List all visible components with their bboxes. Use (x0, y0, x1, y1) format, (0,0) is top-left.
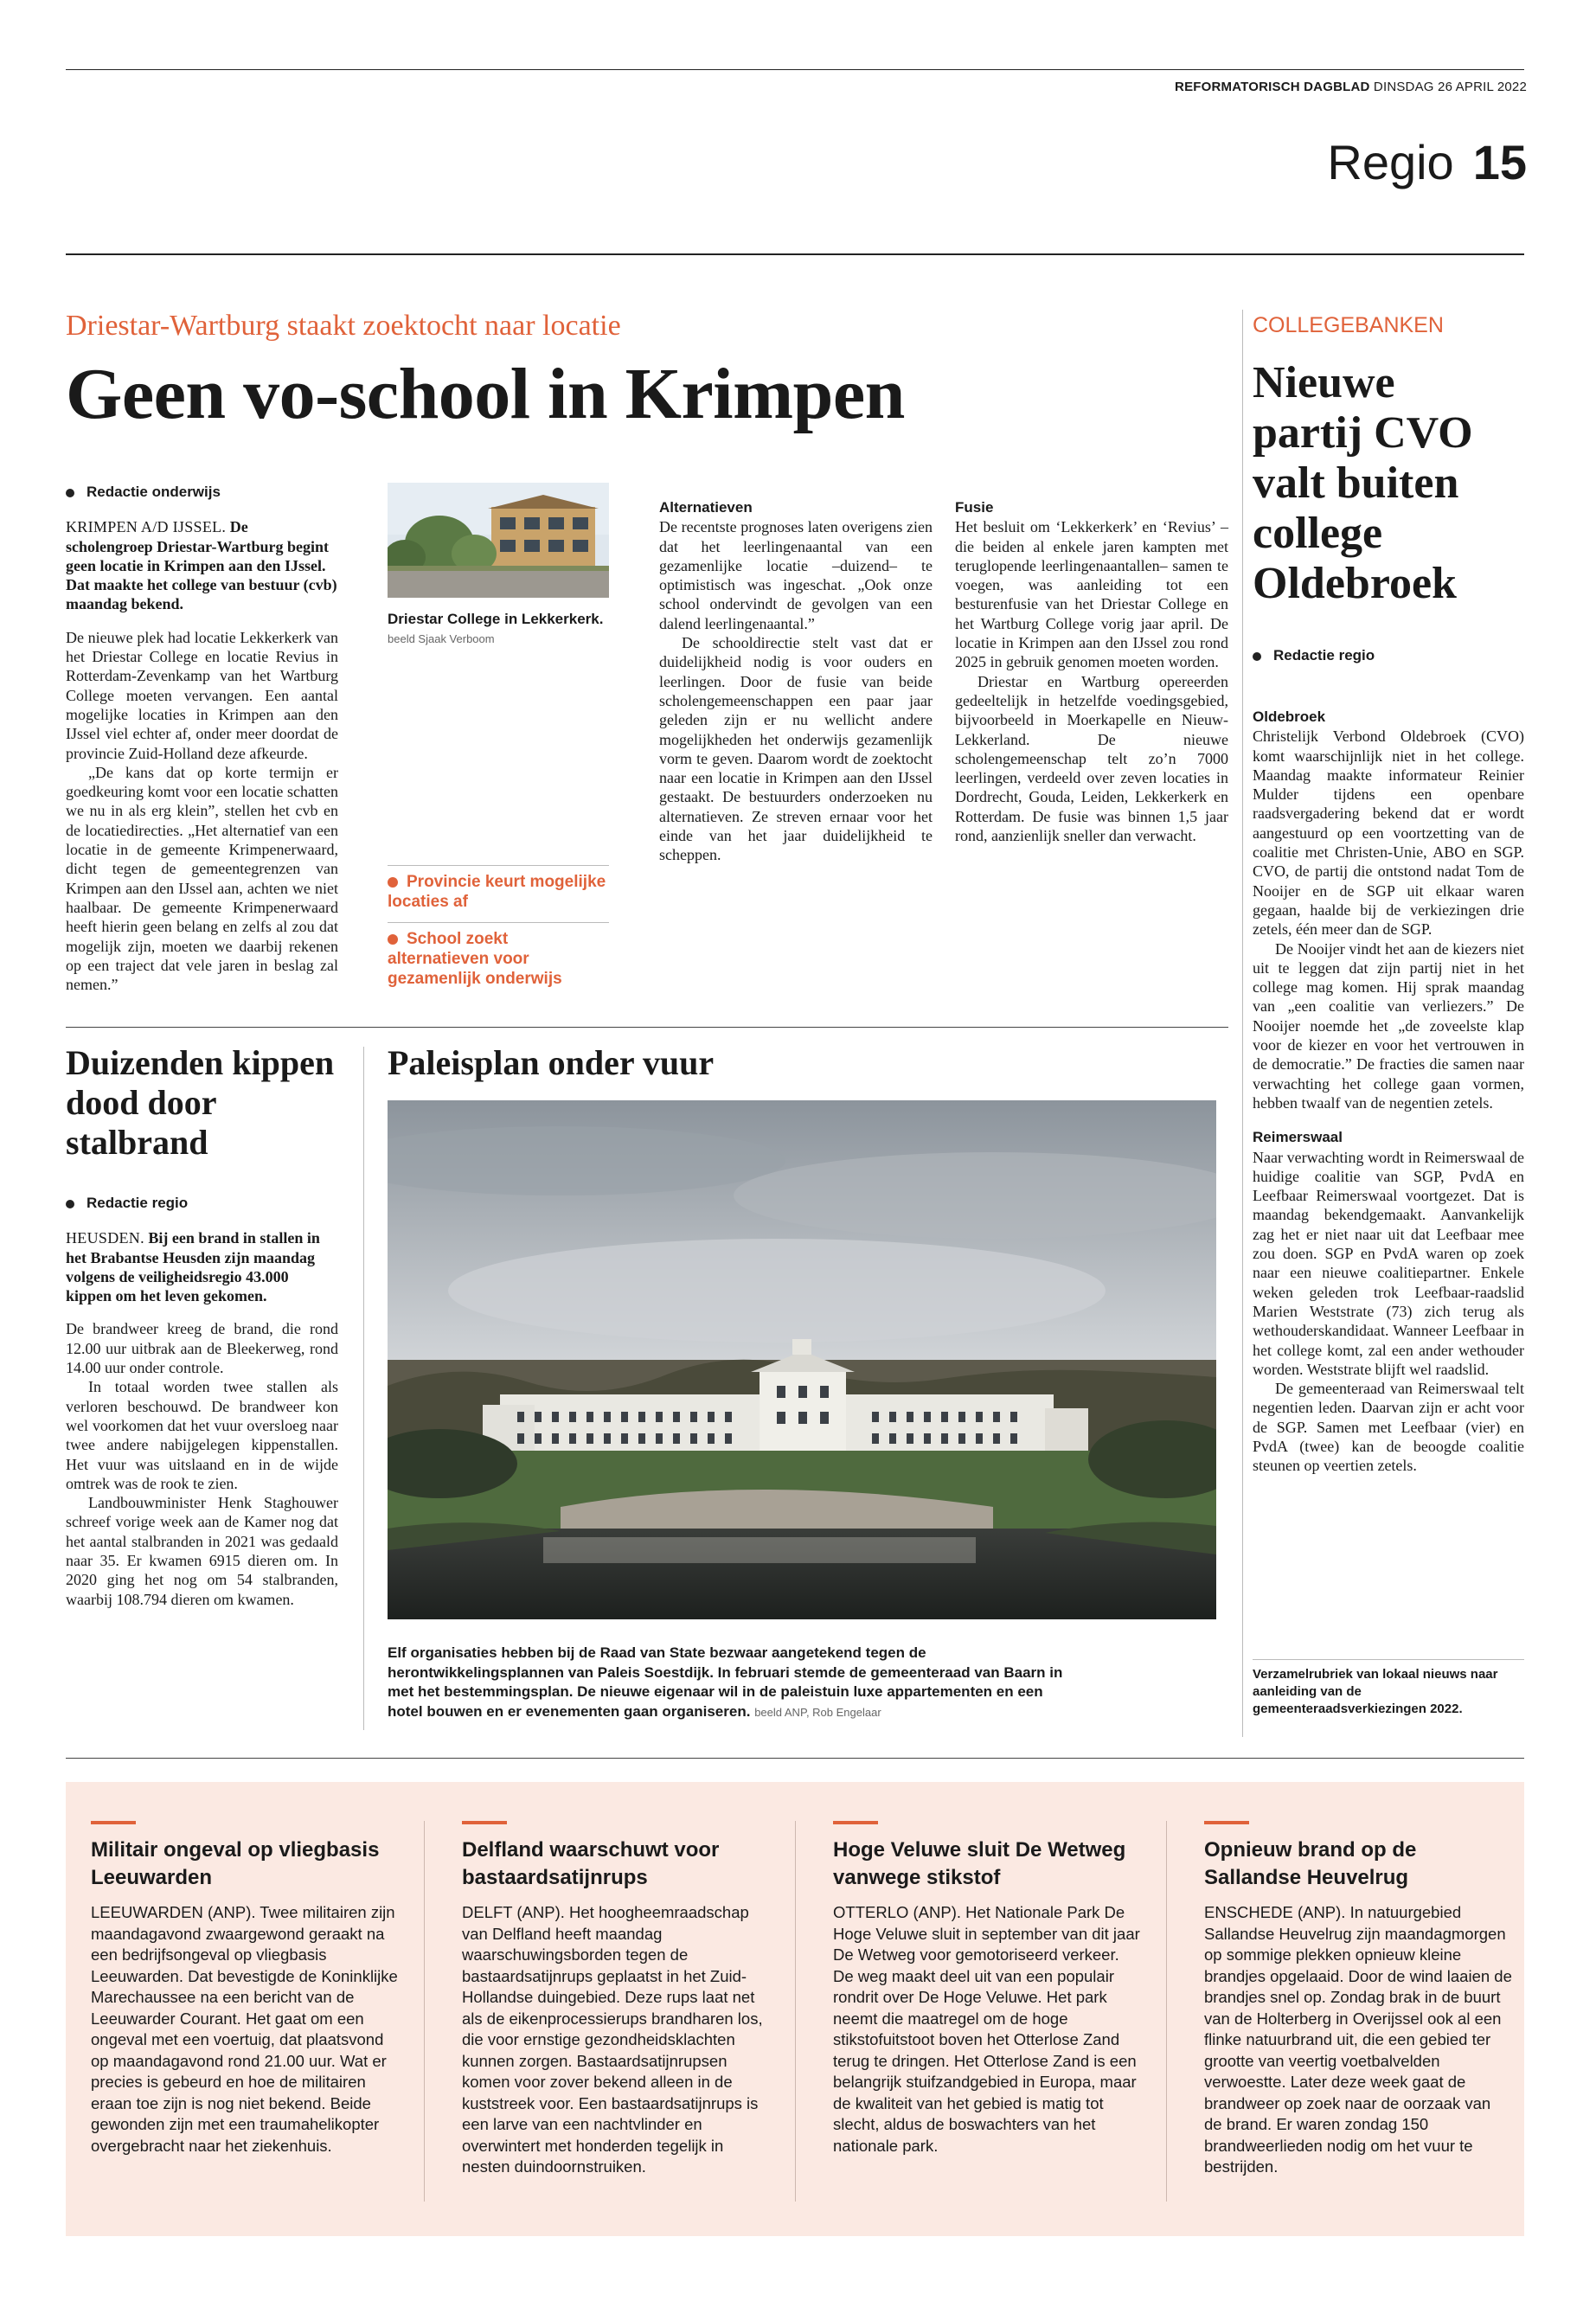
brief-2-title: Delfland waarschuwt voor bastaardsatijnrups (462, 1838, 720, 1889)
palace-headline: Paleisplan onder vuur (388, 1043, 715, 1082)
related-link-2-text: School zoekt alternatieven voor gezamenlijk onderwijs (388, 930, 562, 988)
brief-4-title: Opnieuw brand op de Sallandse Heuvelrug (1204, 1838, 1417, 1889)
lead-column-4 (955, 483, 1228, 845)
lead-p3: De recentste prognoses laten overigens zien dat het leerlingenaantal van een gezamenlijke locatie –duizend– te optimistisch was ingeschat. „Ook onze school ondervindt de gevolgen van een dalend leerlingenaantal.” (659, 518, 933, 632)
sidebar-byline (1253, 647, 1375, 664)
sidebar-p3: Naar verwachting wordt in Reimerswaal de huidige coalitie van SGP, PvdA en Leefbaar Reimerswaal voortgezet. Dat is maandag bekendgemaakt. Aanvankelijk zag het er niet naar uit dat Leefbaar mee zou doen. SGP en PvdA waren op zoek naar een nieuwe coalitiepartner. Enkele weken geleden trok Leefbaar-raadslid Marien Weststrate (73) zich terug als wethouderskandidaat. Wanneer Leefbaar in het college komt, zal een ander wethouder worden. Weststrate blijft wel raadslid. (1253, 1148, 1524, 1378)
brief-3 (833, 1821, 1141, 2157)
sidebar-sub-oldebroek: Oldebroek (1253, 708, 1326, 725)
brief-accent-bar (1204, 1821, 1249, 1824)
related-dot-icon (388, 934, 398, 945)
lead-p5: Het besluit om ‘Lekkerkerk’ en ‘Revius’ –die beiden al enkele jaren kampten met teruglopende leerlingenaantallen– samen te voegen, was aanleiding tot een besturenfusie van het Driestar College en het Wartburg College vorig jaar april. De locatie in Krimpen aan den IJssel zou rond 2025 in gebruik genomen moeten worden. (955, 518, 1228, 671)
sidebar-p2: De Nooijer vindt het aan de kiezers niet uit te leggen dat zijn partij niet in het college mag komen. Hij sprak maandag van „een coalitie van verliezers.” De Nooijer noemde het „de zoveelste klap voor de kiezer en voor het vertrouwen in de democratie.” De fracties die samen naar verwachting het college gaan vormen, hebben twaalf van de negentien zetels. (1253, 939, 1524, 1112)
sidebar-divider (1242, 310, 1243, 1737)
fire-divider (363, 1047, 364, 1730)
sidebar-note: Verzamelrubriek van lokaal nieuws naar aanleiding van de gemeenteraadsverkiezingen 2022. (1253, 1667, 1498, 1716)
related-link-1-text: Provincie keurt mogelijke locaties af (388, 873, 606, 911)
sidebar-note-rule (1253, 1659, 1524, 1660)
fire-p2: In totaal worden twee stallen als verloren beschouwd. De brandweer kon wel voorkomen dat het vuur oversloeg naar twee andere nabijgelegen kippenstallen. Het vuur was uitslaand en in de wijde omtrek was de rook te zien. (66, 1378, 338, 1492)
related-link-2[interactable] (388, 929, 609, 989)
fire-intro: Bij een brand in stallen in het Brabantse Heusden zijn maandag volgens de veiligheidsregio 43.000 kippen om het leven gekomen. (66, 1229, 320, 1305)
brief-1-title: Militair ongeval op vliegbasis Leeuwarden (91, 1838, 380, 1889)
fire-dateline: HEUSDEN. (66, 1229, 144, 1247)
related-link-1[interactable] (388, 872, 609, 912)
sidebar-byline-text: Redactie regio (1273, 647, 1375, 663)
brief-accent-bar (462, 1821, 507, 1824)
sidebar-p1: Christelijk Verbond Oldebroek (CVO) komt waarschijnlijk niet in het college. Maandag maakte informateur Reinier Mulder tijdens een openbare raadsvergadering bekend dat er wordt aangestuurd op een voortzetting van de coalitie met Christen-Unie, ABO en SGP. CVO, de partij die ontstond nadat Tom de Nooijer en de SGP uit elkaar waren gegaan, haalde bij de verkiezingen drie zetels, één meer dan de SGP. (1253, 727, 1524, 939)
sidebar-p4: De gemeenteraad van Reimerswaal telt negentien leden. Daarvan zijn er acht voor de SGP. Samen met Leefbaar (vier) en PvdA (twee) kan de beoogde coalitie steunen op veertien zetels. (1253, 1380, 1524, 1475)
brief-accent-bar (91, 1821, 136, 1824)
fire-article (66, 1194, 338, 1609)
lead-photo-block (388, 483, 609, 645)
sidebar-sub-reimerswaal: Reimerswaal (1253, 1129, 1343, 1146)
brief-1-text: LEEUWARDEN (ANP). Twee militairen zijn maandagavond zwaargewond geraakt na een bedrijfsongeval op vliegbasis Leeuwarden. Dat bevestigde de Koninklijke Marechaussee na een bericht van de Leeuwarder Courant. Het gaat om een ongeval met een voertuig, dat plaatsvond op maandagavond rond 21.00 uur. Wat er precies is gebeurd en hoe de militairen eraan toe zijn is nog niet bekend. Beide gewonden zijn met een traumahelikopter overgebracht naar het ziekenhuis. (91, 1903, 398, 2155)
lead-p4: De schooldirectie stelt vast dat er duidelijkheid nodig is voor ouders en leerlingen. Door de fusie van beide scholengemeenschappen een paar jaar geleden zijn er nu wellicht andere mogelijkheden het onderwijs gezamenlijk vorm te geven. Daarom wordt de zoektocht naar een locatie in Krimpen aan den IJssel gestaakt. De bestuurders onderzoeken nu alternatieven. Ze streven ernaar voor het einde van het jaar duidelijkheid te scheppen. (659, 634, 933, 864)
lead-p1: De nieuwe plek had locatie Lekkerkerk van het Driestar College en locatie Revius in Rotterdam-Zevenkamp van het Wartburg College moeten vervangen. Een aantal mogelijke locaties in Krimpen aan den IJssel viel echter af, onder meer doordat de provincie Zuid-Holland deze afkeurde. (66, 628, 338, 762)
section-title: Regio (1327, 135, 1454, 189)
lead-bottom-rule (66, 1027, 1228, 1028)
brief-1 (91, 1821, 399, 2157)
brief-4 (1204, 1821, 1512, 2178)
related-dot-icon (388, 877, 398, 888)
section-header (1327, 135, 1527, 189)
lead-sub-alternatieven: Alternatieven (659, 499, 753, 516)
lead-byline (66, 483, 338, 502)
palace-caption (388, 1644, 1080, 1722)
photo-caption: Driestar College in Lekkerkerk. (388, 611, 604, 627)
fire-p3: Landbouwminister Henk Staghouwer schreef vorige week aan de Kamer nog dat het aantal stalbranden in 2021 was gedaald naar 35. Er kwamen 6915 dieren om. In 2020 ging het nog om 54 stalbranden, waarbij 108.794 dieren om kwamen. (66, 1494, 338, 1608)
sidebar-headline: Nieuwe partij CVO valt buiten college Oldebroek (1253, 358, 1473, 608)
brief-divider-1 (424, 1821, 425, 2202)
byline-dot-icon (1253, 652, 1261, 661)
fire-byline-text: Redactie regio (87, 1195, 189, 1211)
palace-credit: beeld ANP, Rob Engelaar (754, 1705, 881, 1719)
briefs-top-rule (66, 1758, 1524, 1759)
related-rule-1 (388, 865, 609, 866)
lead-p2: „De kans dat op korte termijn er goedkeuring komt voor een locatie schatten we nu in als erg klein”, stellen het cvb en de locatiedirecties. „Het alternatief van een locatie in de gemeente Krimpenerwaard, dicht tegen de gemeentegrenzen van Krimpen aan den IJssel aan, achten we niet haalbaar. De gemeente Krimpenerwaard heeft hierin geen belang en zelfs al zou dat mogelijk zijn, moeten we daarbij rekenen op een traject dat vele jaren in beslag zal nemen.” (66, 763, 338, 994)
brief-3-title: Hoge Veluwe sluit De Wetweg vanwege stikstof (833, 1838, 1126, 1889)
page-number: 15 (1472, 135, 1527, 189)
brief-2-text: DELFT (ANP). Het hoogheemraadschap van Delfland heeft maandag waarschuwingsborden tegen de bastaardsatijnrups geplaatst in het Zuid-Hollandse duingebied. Deze rups laat net als de eikenprocessierups brandharen los, die voor ernstige gezondheidsklachten kunnen zorgen. Bastaardsatijnrupsen komen voor zover bekend alleen in de kuststreek voor. Een bastaardsatijnrups is een larve van een nachtvlinder en overwintert met honderden tegelijk in nesten duindoornstruiken. (462, 1903, 763, 2176)
lead-byline-text: Redactie onderwijs (87, 484, 221, 500)
brief-divider-2 (795, 1821, 796, 2202)
photo-credit: beeld Sjaak Verboom (388, 632, 495, 645)
sidebar-kicker: COLLEGEBANKEN (1253, 313, 1444, 337)
top-rule (66, 69, 1524, 70)
lead-p6: Driestar en Wartburg opereerden gedeeltelijk in hetzelfde voedingsgebied, bijvoorbeeld in Moerkapelle en Nieuw-Lekkerland. De nieuwe scholengemeenschap telt zo’n 7000 leerlingen, verdeeld over zeven locaties in Dordrecht, Gouda, Leiden, Lekkerkerk en Rotterdam. De fusie was binnen 1,5 jaar rond, aanzienlijk sneller dan verwacht. (955, 672, 1228, 845)
lead-kicker: Driestar-Wartburg staakt zoektocht naar locatie (66, 310, 621, 342)
lead-dateline: KRIMPEN A/D IJSSEL. (66, 518, 227, 536)
school-photo (388, 483, 609, 598)
fire-headline: Duizenden kippen dood door stalbrand (66, 1043, 335, 1162)
byline-dot-icon (66, 1200, 74, 1208)
brief-3-text: OTTERLO (ANP). Het Nationale Park De Hoge Veluwe sluit in september van dit jaar De Wetweg voor gemotoriseerd verkeer. De weg maakt deel uit van een populair rondrit over De Hoge Veluwe. Het park neemt die maatregel om de hoge stikstofuitstoot boven het Otterlose Zand terug te dringen. Het Otterlose Zand is een belangrijk stuifzandgebied in Europa, maar de kwaliteit van het gebied is matig tot slecht, aldus de boswachters van het nationale park. (833, 1903, 1140, 2155)
palace-photo (388, 1100, 1216, 1619)
lead-intro: De scholengroep Driestar-Wartburg begint geen locatie in Krimpen aan den IJssel. Dat maakte het college van bestuur (cvb) maandag bekend. (66, 518, 337, 613)
palace-caption-text: Elf organisaties hebben bij de Raad van State bezwaar aangetekend tegen de herontwikkelingsplannen van Paleis Soestdijk. In februari stemde de gemeenteraad van Baarn in met het bestemmingsplan. De nieuwe eigenaar wil in de paleistuin luxe appartementen en een hotel bouwen en er evenementen gaan organiseren. (388, 1644, 1063, 1720)
fire-p1: De brandweer kreeg de brand, die rond 12.00 uur uitbrak aan de Bleekerweg, rond 14.00 uur onder controle. (66, 1320, 338, 1377)
brief-accent-bar (833, 1821, 878, 1824)
lead-column-3 (659, 483, 933, 865)
fire-byline (66, 1194, 338, 1213)
publication-date: DINSDAG 26 APRIL 2022 (1373, 80, 1527, 94)
sidebar-article (1253, 692, 1524, 1476)
lead-column-1 (66, 483, 338, 994)
masthead (1175, 80, 1527, 94)
lead-headline: Geen vo-school in Krimpen (66, 354, 905, 434)
publication-name: REFORMATORISCH DAGBLAD (1175, 80, 1370, 94)
header-rule (66, 253, 1524, 255)
brief-divider-3 (1166, 1821, 1167, 2202)
brief-4-text: ENSCHEDE (ANP). In natuurgebied Sallandse Heuvelrug zijn maandagmorgen op sommige plekken opnieuw kleine brandjes opgelaaid. Door de wind laaien de brandjes snel op. Zondag brak in de buurt van de Holterberg in Overijssel ook al een flinke natuurbrand uit, die een gebied ter grootte van veertig voetbalvelden verwoestte. Later deze week gaat de brandweer op zoek naar de oorzaak van de brand. Er waren zondag 150 brandweerlieden nodig om het vuur te bestrijden. (1204, 1903, 1512, 2176)
byline-dot-icon (66, 489, 74, 497)
related-rule-2 (388, 922, 609, 923)
lead-sub-fusie: Fusie (955, 499, 994, 516)
brief-2 (462, 1821, 770, 2178)
